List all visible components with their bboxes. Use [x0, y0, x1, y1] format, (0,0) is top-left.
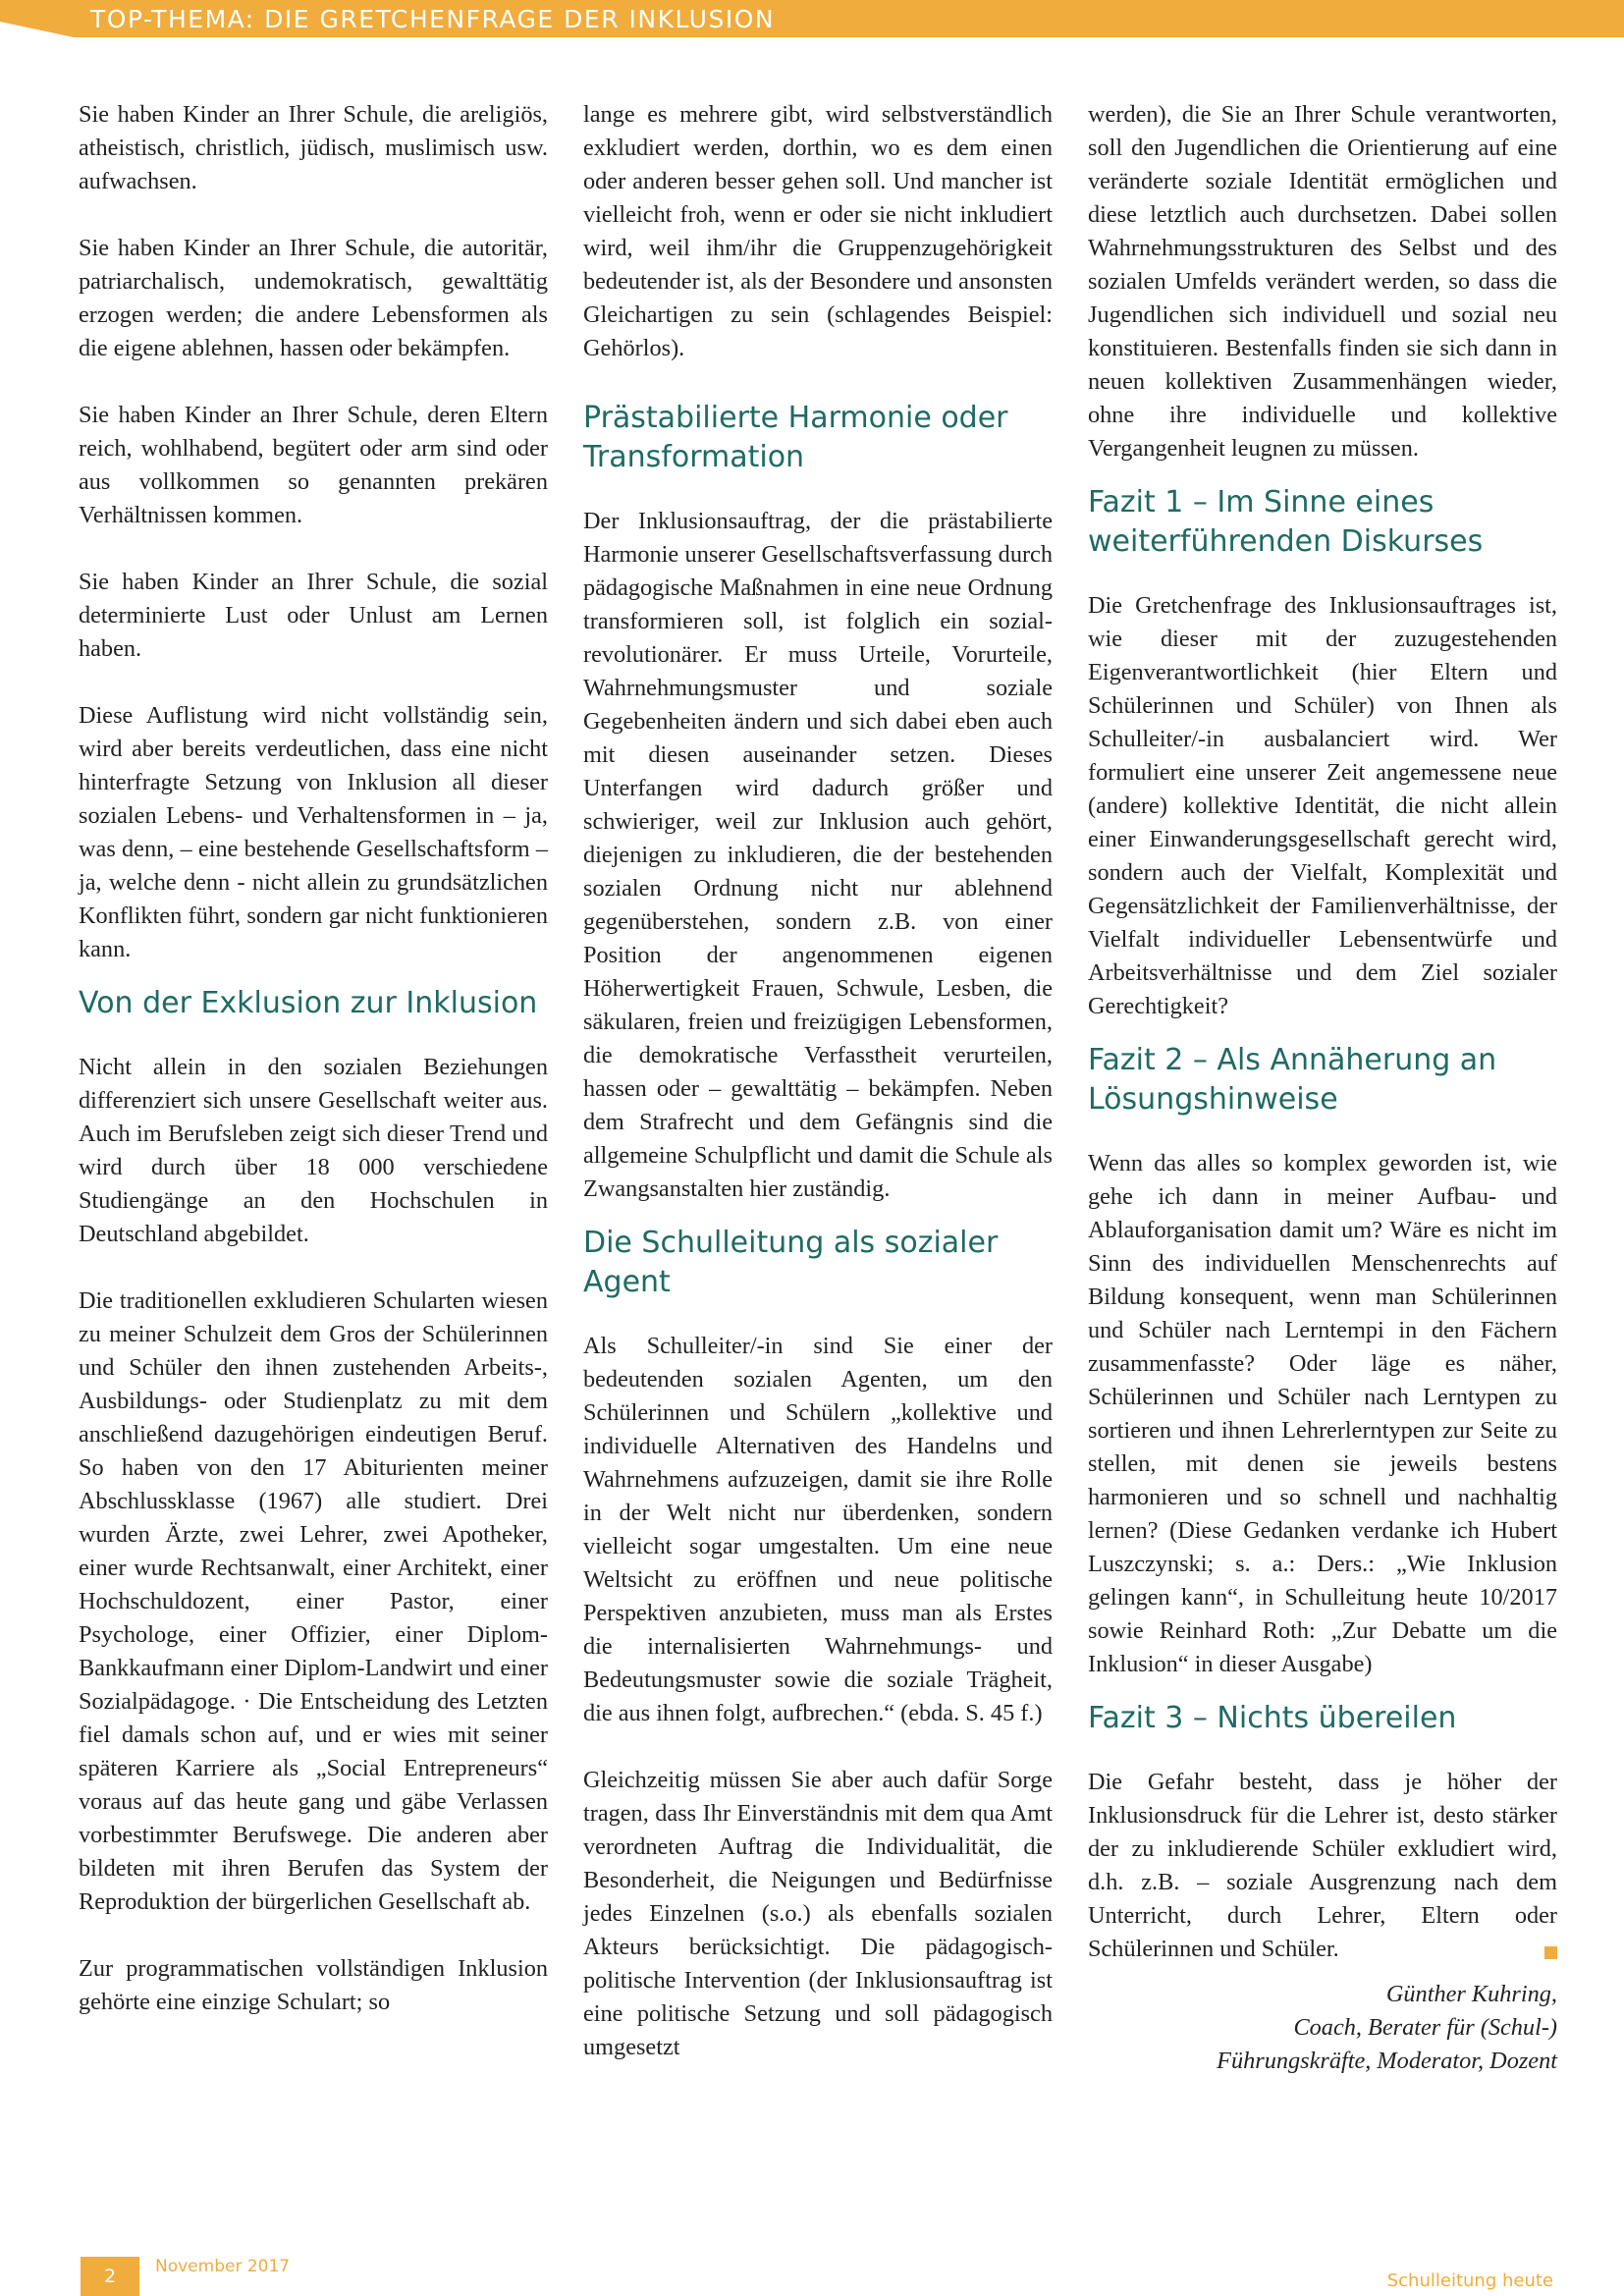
- paragraph: Gleichzeitig müssen Sie aber auch dafür Sorge tragen, dass Ihr Einverständnis mit dem qua Amt verordneten Auftrag die Individualität, die Besonderheit, die Neigungen und Bedürfnisse jedes Einzelnen (s.o.) als ebenfalls sozialen Akteurs berücksichtigt. Die pädagogisch-politische Intervention (der Inklusionsauftrag ist eine politische Setzung und soll pädagogisch umgesetzt: [583, 1767, 1053, 2060]
- column-left: [79, 98, 548, 2052]
- author-signature: [1088, 1978, 1557, 2078]
- paragraph: [1088, 1766, 1557, 1966]
- column-middle: [583, 98, 1053, 2098]
- column-right: [1088, 98, 1557, 2078]
- end-mark-icon: [1544, 1946, 1557, 1959]
- paragraph: Als Schulleiter/-in sind Sie einer der bedeutenden sozialen Agenten, um den Schülerinnen und Schülern „kollektive und individuelle Alternativen des Handelns und Wahrnehmens aufzuzeigen, damit sie ihre Rolle in der Welt nicht nur überdenken, sondern vielleicht sogar umgestalten. Um eine neue Weltsicht zu eröffnen und neue politische Perspektiven anzubieten, muss man als Erstes die internalisierten Wahrnehmungs- und Bedeutungsmuster sowie die soziale Trägheit, die aus ihnen folgt, aufbrechen.“ (ebda. S. 45 f.): [583, 1333, 1053, 1726]
- page-number: 2: [81, 2257, 139, 2296]
- section-heading: Prästabilierte Harmonie oder Transformation: [583, 401, 1008, 474]
- section-title: TOP-THEMA: DIE GRETCHENFRAGE DER INKLUSION: [90, 5, 776, 33]
- author-name: Günther Kuhring,: [1385, 1981, 1557, 2007]
- paragraph: Die Gretchenfrage des Inklusionsauftrages ist, wie dieser mit der zuzugestehenden Eigenverantwortlichkeit (hier Eltern und Schülerinnen und Schüler) von Ihnen als Schulleiter/-in ausbalanciert wird. Wer formuliert eine unserer Zeit angemessene neue (andere) kollektive Identität, die nicht allein einer Einwanderungsgesellschaft gerecht wird, sondern auch der Vielfalt, Komplexität und Gegensätzlichkeit der Familienverhältnisse, der Vielfalt individueller Lebensentwürfe und Arbeitsverhältnisse und dem Ziel sozialer Gerechtigkeit?: [1088, 592, 1557, 1019]
- paragraph: Sie haben Kinder an Ihrer Schule, die autoritär, patriarchalisch, undemokratisch, gewalttätig erzogen werden; die andere Lebensformen als die eigene ablehnen, hassen oder bekämpfen.: [79, 235, 548, 361]
- paragraph: Sie haben Kinder an Ihrer Schule, die sozial determinierte Lust oder Unlust am Lernen haben.: [79, 569, 548, 662]
- paragraph: Die traditionellen exkludieren Schularten wiesen zu meiner Schulzeit dem Gros der Schülerinnen und Schüler den ihnen zustehenden Arbeits-, Ausbildungs- oder Studienplatz zu mit dem anschließend dazugehörigen eindeutigen Beruf. So haben von den 17 Abiturienten meiner Abschlussklasse (1967) alle studiert. Drei wurden Ärzte, zwei Lehrer, zwei Apotheker, einer wurde Rechtsanwalt, einer Architekt, einer Hochschuldozent, einer Pastor, einer Psychologe, einer Offizier, einer Diplom-Bankkaufmann einer Diplom-Landwirt und einer Sozialpädagoge. · Die Entscheidung des Letzten fiel damals schon auf, und er wies mit seiner späteren Karriere als „Social Entrepreneurs“ voraus auf das heute gang und gäbe Verlassen vorbestimmter Berufswege. Die anderen aber bildeten mit ihren Berufen das System der Reproduktion der bürgerlichen Gesellschaft ab.: [79, 1287, 548, 1915]
- author-role: Führungskräfte, Moderator, Dozent: [1217, 2048, 1557, 2074]
- paragraph: Diese Auflistung wird nicht vollständig sein, wird aber bereits verdeutlichen, dass eine nicht hinterfragte Setzung von Inklusion all dieser sozialen Lebens- und Verhaltensformen in – ja, was denn, – eine bestehende Gesellschaftsform – ja, welche denn - nicht allein zu grundsätzlichen Konflikten führt, sondern gar nicht funktionieren kann.: [79, 702, 548, 962]
- paragraph: Zur programmatischen vollständigen Inklusion gehörte eine einzige Schulart; so: [79, 1955, 548, 2015]
- paragraph: Sie haben Kinder an Ihrer Schule, die areligiös, atheistisch, christlich, jüdisch, muslimisch usw. aufwachsen.: [79, 101, 548, 194]
- paragraph: Wenn das alles so komplex geworden ist, wie gehe ich dann in meiner Aufbau- und Ablauforganisation damit um? Wäre es nicht im Sinn des individuellen Menschenrechts auf Bildung konsequent, wenn man Schülerinnen und Schüler nach Lerntempi in den Fächern zusammenfasste? Oder läge es näher, Schülerinnen und Schüler nach Lerntypen zu sortieren und ihnen Lehrerlerntypen zur Seite zu stellen, mit denen sie jeweils bestens harmonieren und so schnell und nachhaltig lernen? (Diese Gedanken verdanke ich Hubert Luszczynski; s. a.: Ders.: „Wie Inklusion gelingen kann“, in Schulleitung heute 10/2017 sowie Reinhard Roth: „Zur Debatte um die Inklusion“ in dieser Ausgabe): [1088, 1150, 1557, 1677]
- section-heading: Fazit 2 – Als Annäherung an Lösungshinweise: [1088, 1043, 1497, 1117]
- section-heading: Fazit 3 – Nichts übereilen: [1088, 1701, 1457, 1735]
- paragraph-text: Die Gefahr besteht, dass je höher der Inklusionsdruck für die Lehrer ist, desto stärker der zu inkludierende Schüler exkludiert wird, d.h. z.B. – soziale Ausgrenzung nach dem Unterricht, durch Lehrer, Eltern oder Schülerinnen und Schüler.: [1088, 1769, 1557, 1962]
- paragraph: werden), die Sie an Ihrer Schule verantworten, soll den Jugendlichen die Orientierung auf eine veränderte soziale Identität ermöglichen und diese letztlich auch durchsetzen. Dabei sollen Wahrnehmungsstrukturen des Selbst und des sozialen Umfelds verändert werden, so dass die Jugendlichen sich individuell und sozial neu konstituieren. Bestenfalls finden sie sich dann in neuen kollektiven Zusammenhängen wieder, ohne ihre individuelle und kollektive Vergangenheit leugnen zu müssen.: [1088, 101, 1557, 462]
- paragraph: lange es mehrere gibt, wird selbstverständlich exkludiert werden, dorthin, wo es dem einen oder anderen besser gehen soll. Und mancher ist vielleicht froh, wenn er oder sie nicht inkludiert wird, weil ihm/ihr die Gruppenzugehörigkeit bedeutender ist, als der Besondere und ansonsten Gleichartigen zu sein (schlagendes Beispiel: Gehörlos).: [583, 101, 1053, 361]
- section-heading: Fazit 1 – Im Sinne eines weiterführenden Diskurses: [1088, 485, 1484, 559]
- section-heading: Von der Exklusion zur Inklusion: [79, 986, 538, 1020]
- section-heading: Die Schulleitung als sozialer Agent: [583, 1226, 999, 1299]
- paragraph: Der Inklusionsauftrag, der die prästabilierte Harmonie unserer Gesellschaftsverfassung durch pädagogische Maßnahmen in eine neue Ordnung transformieren soll, ist folglich ein sozial-revolutionärer. Er muss Urteile, Vorurteile, Wahrnehmungsmuster und soziale Gegebenheiten ändern und sich dabei eben auch mit diesen auseinander setzen. Dieses Unterfangen wird dadurch größer und schwieriger, weil zur Inklusion auch gehört, diejenigen zu inkludieren, die der bestehenden sozialen Ordnung nicht nur ablehnend gegenüberstehen, sondern z.B. von einer Position der angenommenen eigenen Höherwertigkeit Frauen, Schwule, Lesben, die säkularen, freien und freizügigen Lebensformen, die demokratische Verfasstheit verurteilen, hassen oder – gewalttätig – bekämpfen. Neben dem Strafrecht und dem Gefängnis sind die allgemeine Schulpflicht und damit die Schule als Zwangsanstalten hier zuständig.: [583, 508, 1053, 1202]
- paragraph: Sie haben Kinder an Ihrer Schule, deren Eltern reich, wohlhabend, begütert oder arm sind oder aus vollkommen so genannten prekären Verhältnissen kommen.: [79, 402, 548, 528]
- issue-date: November 2017: [155, 2257, 291, 2276]
- journal-name: Schulleitung heute: [1386, 2270, 1553, 2291]
- author-role: Coach, Berater für (Schul-): [1293, 2014, 1557, 2041]
- paragraph: Nicht allein in den sozialen Beziehungen differenziert sich unsere Gesellschaft weiter aus. Auch im Berufsleben zeigt sich dieser Trend und wird durch über 18 000 verschiedene Studiengänge an den Hochschulen in Deutschland abgebildet.: [79, 1054, 548, 1247]
